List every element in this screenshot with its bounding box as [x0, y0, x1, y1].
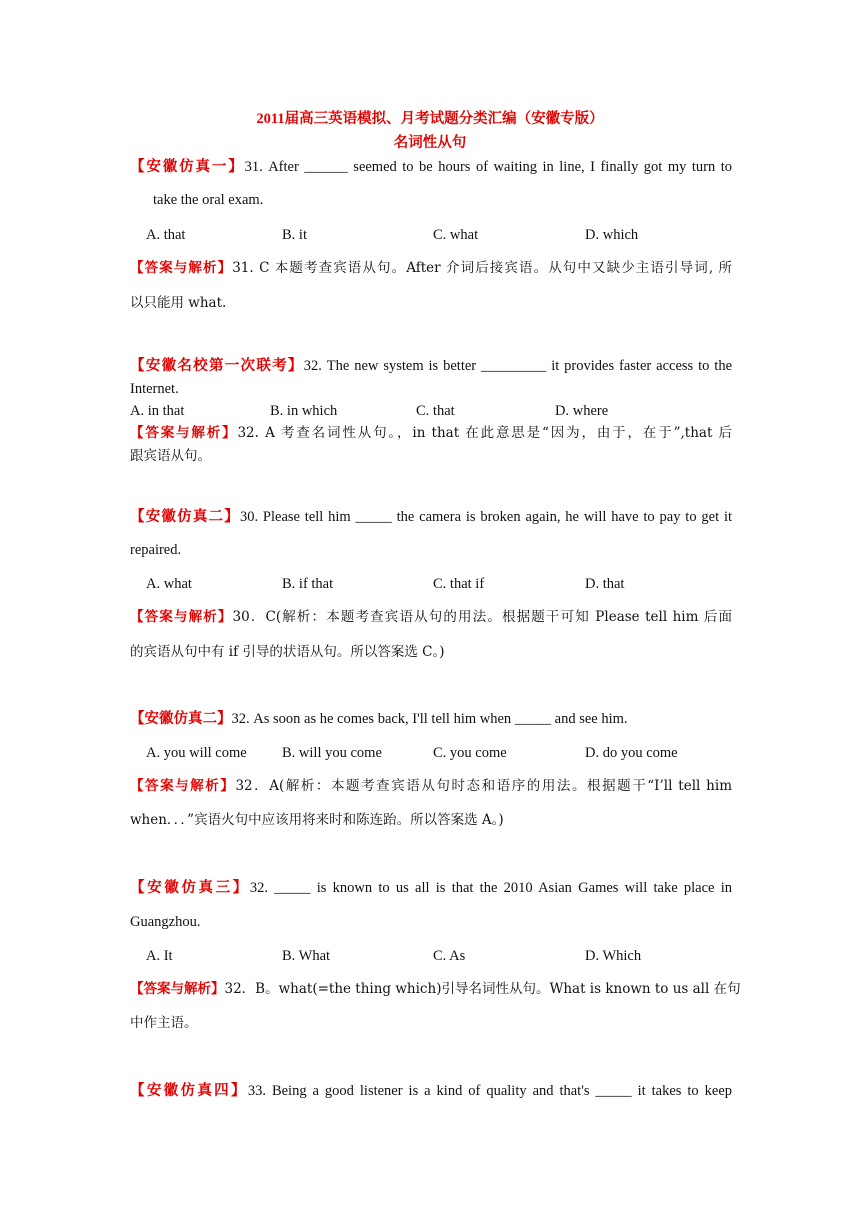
answer-2-tag: 【答案与解析】	[130, 425, 238, 441]
question-2-tag: 【安徽名校第一次联考】	[130, 358, 304, 374]
question-2-line-2: Internet.	[130, 381, 179, 397]
answer-2-line-1: 【答案与解析】32. A 考查名词性从句。，in that 在此意思是“因为，由于，在于”,that 后	[130, 425, 733, 441]
question-3-tag: 【安徽仿真二】	[130, 509, 240, 525]
question-5-line-2: Guangzhou.	[130, 914, 201, 930]
question-3-option-b: B. if that	[282, 576, 334, 592]
question-1-line-2: take the oral exam.	[153, 192, 264, 208]
answer-3-line-2: 的宾语从句中有 if 引导的状语从句。所以答案选 C。)	[130, 644, 445, 660]
question-5-option-a: A. It	[146, 948, 173, 964]
answer-1-tag: 【答案与解析】	[130, 260, 233, 276]
answer-5-tag: 【答案与解析】	[130, 981, 225, 997]
question-4-tag: 【安徽仿真二】	[130, 711, 232, 727]
question-2-option-a: A. in that	[130, 403, 185, 419]
question-3-option-c: C. that if	[433, 576, 485, 592]
question-1-line-1: 【安徽仿真一】31. After ______ seemed to be hours of waiting in line, I finally got my turn to	[130, 159, 732, 175]
question-1-option-c: C. what	[433, 227, 479, 243]
question-4-option-a: A. you will come	[146, 745, 247, 761]
answer-5-line-1: 【答案与解析】32．B。what(=the thing which)引导名词性从句。What is known to us all 在句	[130, 981, 741, 997]
answer-4-tag: 【答案与解析】	[130, 778, 236, 794]
question-2-option-c: C. that	[416, 403, 455, 419]
question-1-option-a: A. that	[146, 227, 186, 243]
question-3-line-1: 【安徽仿真二】30. Please tell him _____ the camera is broken again, he will have to pay to get it	[130, 509, 732, 525]
answer-3-line-1: 【答案与解析】30．C(解析：本题考查宾语从句的用法。根据题干可知 Please tell him 后面	[130, 609, 732, 625]
answer-4-line-1: 【答案与解析】32．A(解析：本题考查宾语从句时态和语序的用法。根据题干“I’ll tell him	[130, 778, 732, 794]
question-1-tag: 【安徽仿真一】	[130, 159, 245, 175]
answer-4-line-2: when．．．”宾语火句中应该用将来时和陈连跆。所以答案选 A。)	[130, 812, 504, 828]
question-3-line-2: repaired.	[130, 542, 182, 558]
question-4-option-d: D. do you come	[585, 745, 678, 761]
question-2-option-b: B. in which	[270, 403, 338, 419]
question-2-option-d: D. where	[555, 403, 609, 419]
answer-1-line-1: 【答案与解析】31. C 本题考查宾语从句。After 介词后接宾语。从句中又缺少主语引导词, 所	[130, 260, 732, 276]
question-4-option-b: B. will you come	[282, 745, 382, 761]
document-title: 2011届高三英语模拟、月考试题分类汇编（安徽专版）	[256, 111, 604, 127]
question-5-line-1: 【安徽仿真三】32. _____ is known to us all is that the 2010 Asian Games will take place in	[130, 880, 732, 896]
question-6-tag: 【安徽仿真四】	[130, 1083, 248, 1099]
question-1-option-d: D. which	[585, 227, 639, 243]
answer-2-line-2: 跟宾语从句。	[130, 448, 211, 464]
answer-3-tag: 【答案与解析】	[130, 609, 233, 625]
question-5-option-b: B. What	[282, 948, 331, 964]
answer-1-line-2: 以只能用 what.	[130, 295, 227, 311]
answer-5-line-2: 中作主语。	[130, 1015, 198, 1031]
question-4-option-c: C. you come	[433, 745, 507, 761]
document-subtitle: 名词性从句	[393, 135, 467, 151]
question-6-line-1: 【安徽仿真四】33. Being a good listener is a kind of quality and that's _____ it takes to keep	[130, 1083, 733, 1099]
question-4-line-1: 【安徽仿真二】32. As soon as he comes back, I'll tell him when _____ and see him.	[130, 711, 628, 727]
question-3-option-d: D. that	[585, 576, 625, 592]
question-1-option-b: B. it	[282, 227, 307, 243]
question-5-tag: 【安徽仿真三】	[130, 880, 250, 896]
question-3-option-a: A. what	[146, 576, 192, 592]
question-2-line-1: 【安徽名校第一次联考】32. The new system is better _________ it provides faster access to the	[130, 358, 733, 374]
question-5-option-d: D. Which	[585, 948, 642, 964]
question-5-option-c: C. As	[433, 948, 466, 964]
